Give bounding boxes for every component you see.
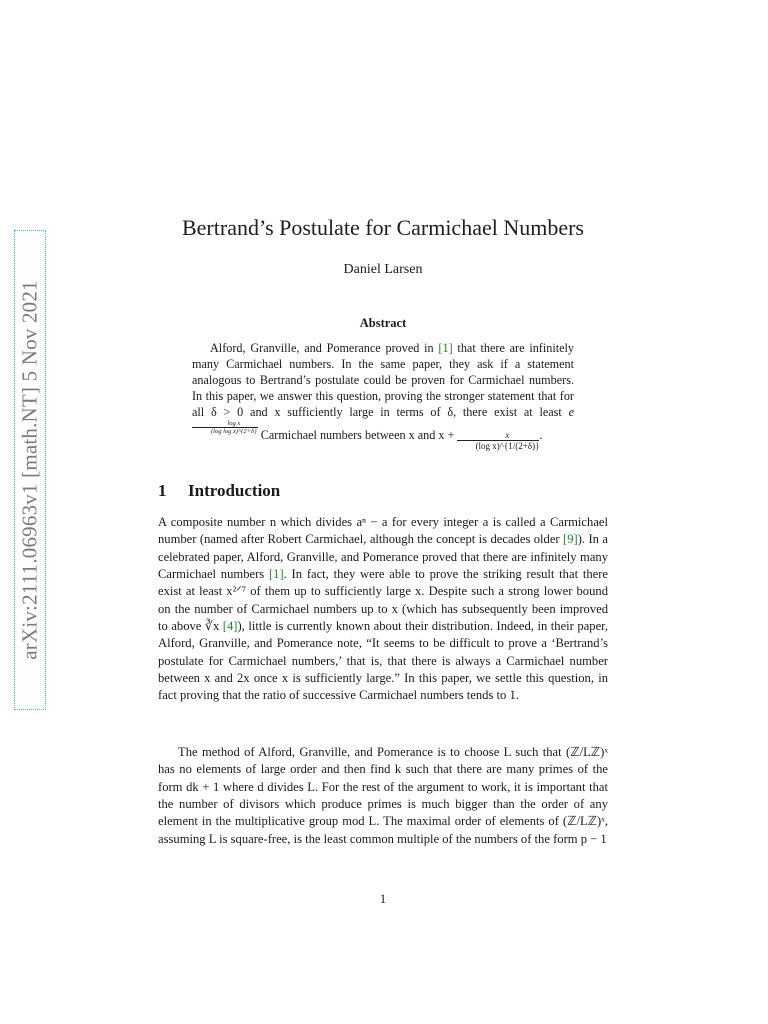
- author-name: Daniel Larsen: [343, 262, 423, 277]
- citation-link[interactable]: [1]: [438, 341, 453, 355]
- abstract-heading: Abstract: [359, 316, 407, 330]
- fraction-denominator: (log x)^{1/(2+δ)}: [475, 441, 540, 452]
- abstract-text-part: Carmichael numbers between x and x +: [257, 428, 458, 443]
- arxiv-identifier[interactable]: arXiv:2111.06963v1 [math.NT] 5 Nov 2021: [17, 280, 42, 660]
- abstract-text-part: .: [539, 428, 543, 443]
- section-number: 1: [158, 481, 167, 500]
- paragraph-text: ), little is currently known about their distribution. Indeed, in their paper, Alford, Granville, and Pomerance note, “It seems to be difficult to prove a ‘Bertrand’s postulate for Carmichael numbers,’ that is, that there is always a Carmichael number between x and 2x once x is sufficiently large.” In this paper, we settle this question, in fact proving that the ratio of successive Carmichael numbers tends to 1.: [158, 619, 609, 703]
- paragraph-text: A composite number n which divides aⁿ − a for every integer a is called a Carmichael number (named after Robert Carmichael, although the concept is decades older: [158, 515, 608, 547]
- section-heading: [158, 481, 280, 501]
- body-paragraph: The method of Alford, Granville, and Pomerance is to choose L such that (ℤ/Lℤ)ˣ has no elements of large order and then find k such that there are many primes of the form dk + 1 where d divides L. For the rest of the argument to work, it is important that the number of divisors which produce primes is much bigger than the order of any element in the multiplicative group mod L. The maximal order of elements of (ℤ/Lℤ)ˣ, assuming L is square-free, is the least common multiple of the numbers of the form p − 1: [158, 745, 608, 846]
- abstract-text-part: that there are infinitely many Carmichael numbers. In the same paper, they ask if a statement analogous to Bertrand’s postulate could be proven for Carmichael numbers. In this paper, we answer this question, proving the stronger statement that for all δ > 0 and x sufficiently large in terms of δ, there exist at least: [192, 341, 574, 420]
- exponent-base: e: [568, 405, 574, 420]
- paper-title: Bertrand’s Postulate for Carmichael Numbers: [181, 215, 584, 240]
- paragraph-text: . In fact, they were able to prove the striking result that there exist at least x²ᐟ⁷ of them up to sufficiently large x. Despite such a strong lower bound on the number of Carmichael numbers up to x (which has subsequently been improved to above ∛x: [158, 567, 608, 634]
- citation-link[interactable]: [9]: [563, 532, 578, 547]
- paragraph-text: ). In a celebrated paper, Alford, Granville, and Pomerance proved that there are infinitely many Carmichael numbers: [158, 532, 608, 582]
- fraction-numerator: x: [457, 430, 539, 441]
- exponent-numerator: log x: [192, 420, 258, 428]
- exponent-denominator: (log log x)^{2+δ}: [211, 428, 257, 436]
- citation-link[interactable]: [1]: [268, 567, 284, 582]
- interval-fraction: [457, 430, 539, 451]
- body-paragraph: [158, 514, 608, 705]
- arxiv-stamp[interactable]: [14, 230, 46, 710]
- citation-link[interactable]: [4]: [222, 619, 238, 634]
- exponent-fraction: [192, 420, 258, 435]
- abstract-text: [192, 340, 574, 451]
- page-number: 1: [379, 892, 387, 906]
- abstract-text-part: Alford, Granville, and Pomerance proved in: [210, 341, 439, 355]
- section-title: Introduction: [188, 481, 281, 500]
